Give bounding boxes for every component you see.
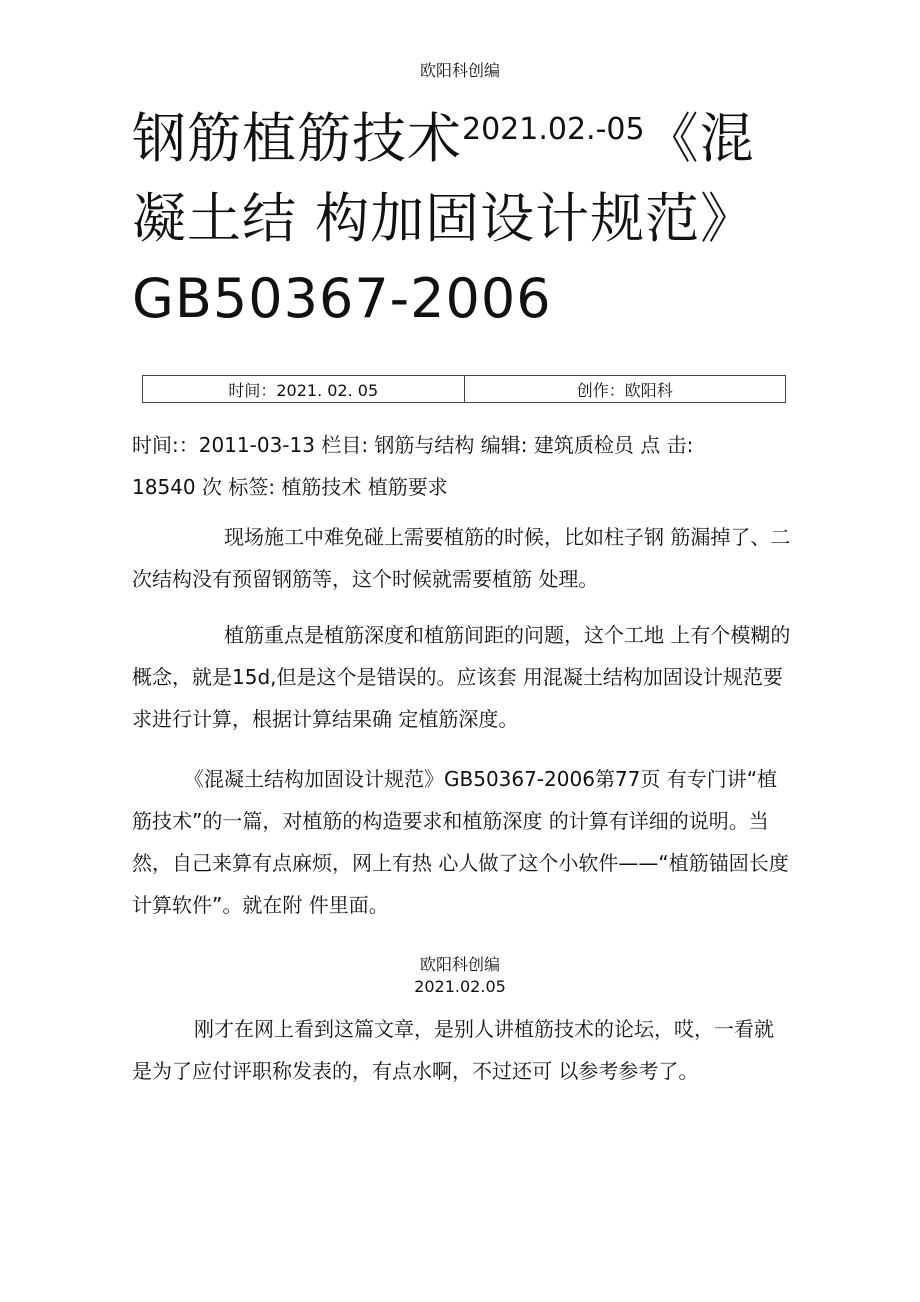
page-header: 欧阳科创编 [419,61,500,80]
page-footer-author: 欧阳科创编 [419,955,500,974]
meta-time-cell: 时间：2021. 02. 05 [228,380,379,400]
title-date: 2021.02.-05 [462,112,645,147]
title-line1-text: 钢筋植筋技术 [132,107,462,170]
meta-author-cell: 创作：欧阳科 [464,376,786,402]
paragraph-2: 植筋重点是植筋深度和植筋间距的问题，这个工地 上有个模糊的概念，就是15d,但是这个是错误的。应该套 用混凝土结构加固设计规范要求进行计算，根据计算结果确 定植筋深度。 [132,623,791,731]
title-line2: 凝土结 构加固设计规范》 [132,187,756,250]
page-footer-date: 2021.02.05 [414,977,506,996]
document-title [132,90,852,339]
info-line-2: 18540 次 标签: 植筋技术 植筋要求 [132,475,448,499]
title-line3: GB50367-2006 [132,267,552,330]
meta-table [142,375,786,403]
title-line1-end: 《混 [644,107,755,170]
paragraph-1: 现场施工中难免碰上需要植筋的时候，比如柱子钢 筋漏掉了、二次结构没有预留钢筋等，这个时候就需要植筋 处理。 [132,525,791,591]
article-info [132,424,792,508]
paragraph-4: 刚才在网上看到这篇文章，是别人讲植筋技术的论坛，哎，一看就是为了应付评职称发表的，有点水啊，不过还可 以参考参考了。 [132,1017,774,1083]
paragraph-3: 《混凝土结构加固设计规范》GB50367-2006第77页 有专门讲“植筋技术”的一篇，对植筋的构造要求和植筋深度 的计算有详细的说明。当然，自己来算有点麻烦，网上有热 心人做了这个小软件——“植筋锚固长度计算软件”。就在附 件里面。 [132,767,789,917]
info-line-1: 时间:：2011-03-13 栏目: 钢筋与结构 编辑: 建筑质检员 点 击: [132,433,694,457]
